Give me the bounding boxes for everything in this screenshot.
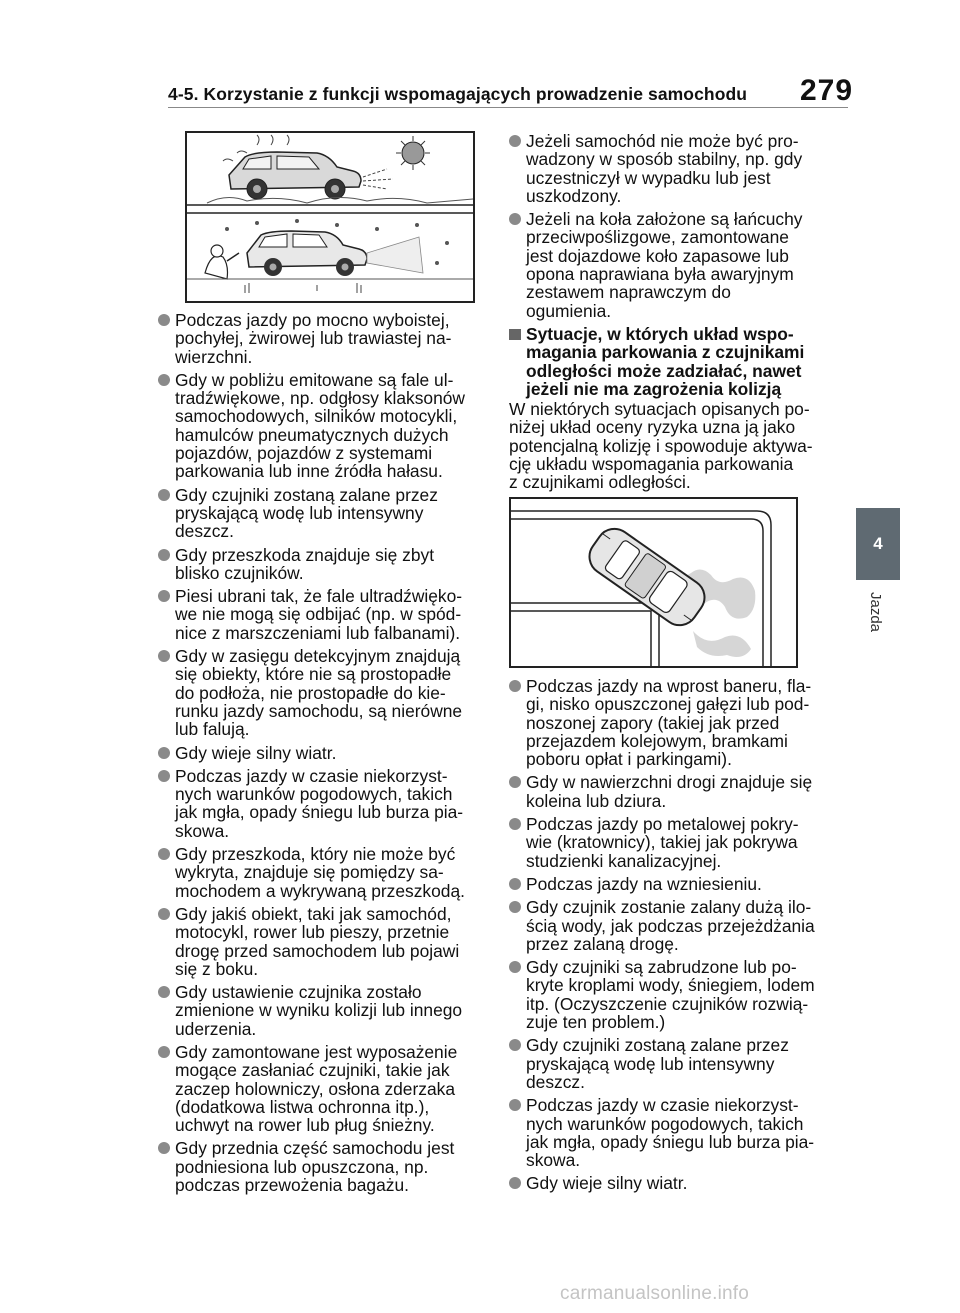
list-item: Podczas jazdy po mocno wyboistej, pochyłej, żwirowej lub trawiastej na- wierzchni. — [158, 311, 483, 366]
bullet-icon — [158, 770, 170, 782]
list-item: Gdy wieje silny wiatr. — [509, 1174, 819, 1192]
list-item: Gdy czujnik zostanie zalany dużą ilo- ścią wody, jak podczas przejeżdżania przez zalaną drogę. — [509, 898, 819, 953]
bullet-icon — [509, 818, 521, 830]
list-item: Podczas jazdy po metalowej pokry- wie (kratownicy), takiej jak pokrywa studzienki kanalizacyjnej. — [509, 815, 819, 870]
bullet-icon — [158, 1142, 170, 1154]
bullet-icon — [158, 747, 170, 759]
list-item: Gdy czujniki zostaną zalane przez pryskającą wodę lub intensywny deszcz. — [509, 1036, 819, 1091]
bullet-icon — [509, 680, 521, 692]
bullet-icon — [509, 901, 521, 913]
list-item: Gdy przednia część samochodu jest podniesiona lub opuszczona, np. podczas przewożenia bagażu. — [158, 1139, 483, 1194]
page-number: 279 — [800, 74, 854, 107]
header-divider — [168, 107, 848, 108]
page-header-title: 4-5. Korzystanie z funkcji wspomagających prowadzenie samochodu — [168, 84, 748, 104]
bullet-icon — [158, 314, 170, 326]
bullet-icon — [509, 213, 521, 225]
bullet-icon — [158, 590, 170, 602]
narrow-road-illustration — [511, 499, 796, 666]
left-column — [158, 311, 483, 1199]
list-item: Gdy czujniki są zabrudzone lub po- kryte kroplami wody, śniegiem, lodem itp. (Oczyszczenie czujników rozwią- zuje ten problem.) — [509, 958, 819, 1031]
list-item: Jeżeli samochód nie może być pro- wadzony w sposób stabilny, np. gdy uczestniczył w wypadku lub jest uszkodzony. — [509, 132, 819, 205]
list-item: Gdy ustawienie czujnika zostało zmienione w wyniku kolizji lub innego uderzenia. — [158, 983, 483, 1038]
list-item: Gdy jakiś obiekt, taki jak samochód, motocykl, rower lub pieszy, przetnie drogę przed samochodem lub pojawi się z boku. — [158, 905, 483, 978]
bullet-icon — [509, 1039, 521, 1051]
illustration-narrow-road — [509, 497, 798, 668]
list-item: Podczas jazdy na wprost baneru, fla- gi, nisko opuszczonej gałęzi lub pod- noszonej zapory (takiej jak przed przejazdem kolejowym, bramkami poboru opłat i parkingami). — [509, 677, 819, 768]
bullet-icon — [158, 489, 170, 501]
bullet-icon — [509, 135, 521, 147]
list-item: Podczas jazdy na wzniesieniu. — [509, 875, 819, 893]
watermark: carmanualsonline.info — [560, 1283, 750, 1304]
list-item: Gdy zamontowane jest wyposażenie mogące zasłaniać czujniki, takie jak zaczep holowniczy, osłona zderzaka (dodatkowa listwa ochronna itp.), uchwyt na rower lub pług śnieżny. — [158, 1043, 483, 1134]
bullet-icon — [509, 878, 521, 890]
section-heading: Sytuacje, w których układ wspo- magania parkowania z czujnikami odległości może zadziałać, nawet jeżeli nie ma zagrożenia kolizją — [509, 325, 819, 398]
list-item: Gdy czujniki zostaną zalane przez pryskającą wodę lub intensywny deszcz. — [158, 486, 483, 541]
square-bullet-icon — [509, 329, 521, 340]
list-item: Piesi ubrani tak, że fale ultradźwięko- we nie mogą się odbijać (np. w spód- nice z marszczeniami lub falbanami). — [158, 587, 483, 642]
list-item: Podczas jazdy w czasie niekorzyst- nych warunków pogodowych, takich jak mgła, opady śniegu lub burza pia- skowa. — [158, 767, 483, 840]
list-item: Podczas jazdy w czasie niekorzyst- nych warunków pogodowych, takich jak mgła, opady śniegu lub burza pia- skowa. — [509, 1096, 819, 1169]
bullet-icon — [158, 848, 170, 860]
bullet-icon — [158, 549, 170, 561]
bullet-icon — [509, 776, 521, 788]
section-paragraph: W niektórych sytuacjach opisanych po- niżej układ oceny ryzyka uzna ją jako potencjalną kolizję i spowoduje aktywa- cję układu wspomagania parkowania z czujnikami odległości. — [509, 399, 813, 493]
bullet-icon — [509, 1177, 521, 1189]
bullet-icon — [158, 908, 170, 920]
list-item: Gdy wieje silny wiatr. — [158, 744, 483, 762]
bullet-icon — [158, 650, 170, 662]
list-item: Gdy przeszkoda, który nie może być wykryta, znajduje się pomiędzy sa- mochodem a wykrywaną przeszkodą. — [158, 845, 483, 900]
bullet-icon — [158, 986, 170, 998]
list-item: Gdy w pobliżu emitowane są fale ul- tradźwiękowe, np. odgłosy klaksonów samochodowych, silników motocykli, hamulców pneumatycznych dużych pojazdów, pojazdów z systemami parkowania lub inne źródła hałasu. — [158, 371, 483, 481]
illustration-bumpy-road-snow — [185, 131, 475, 303]
car-weather-illustration — [187, 133, 473, 301]
list-item: Gdy w zasięgu detekcyjnym znajdują się obiekty, które nie są prostopadłe do podłoża, nie prostopadłe do kie- runku jazdy samochodu, są nierówne lub falują. — [158, 647, 483, 738]
bullet-icon — [158, 1046, 170, 1058]
bullet-icon — [509, 961, 521, 973]
list-item: Gdy przeszkoda znajduje się zbyt blisko czujników. — [158, 546, 483, 583]
right-column-bottom — [509, 677, 819, 1198]
list-item: Jeżeli na koła założone są łańcuchy przeciwpoślizgowe, zamontowane jest dojazdowe koło zapasowe lub opona naprawiana była awaryjnym zestawem naprawczym do ogumienia. — [509, 210, 819, 320]
list-item: Gdy w nawierzchni drogi znajduje się koleina lub dziura. — [509, 773, 819, 810]
bullet-icon — [509, 1099, 521, 1111]
right-column — [509, 132, 819, 521]
bullet-icon — [158, 374, 170, 386]
chapter-label: Jazda — [867, 592, 884, 633]
chapter-tab[interactable]: 4 — [856, 508, 900, 580]
